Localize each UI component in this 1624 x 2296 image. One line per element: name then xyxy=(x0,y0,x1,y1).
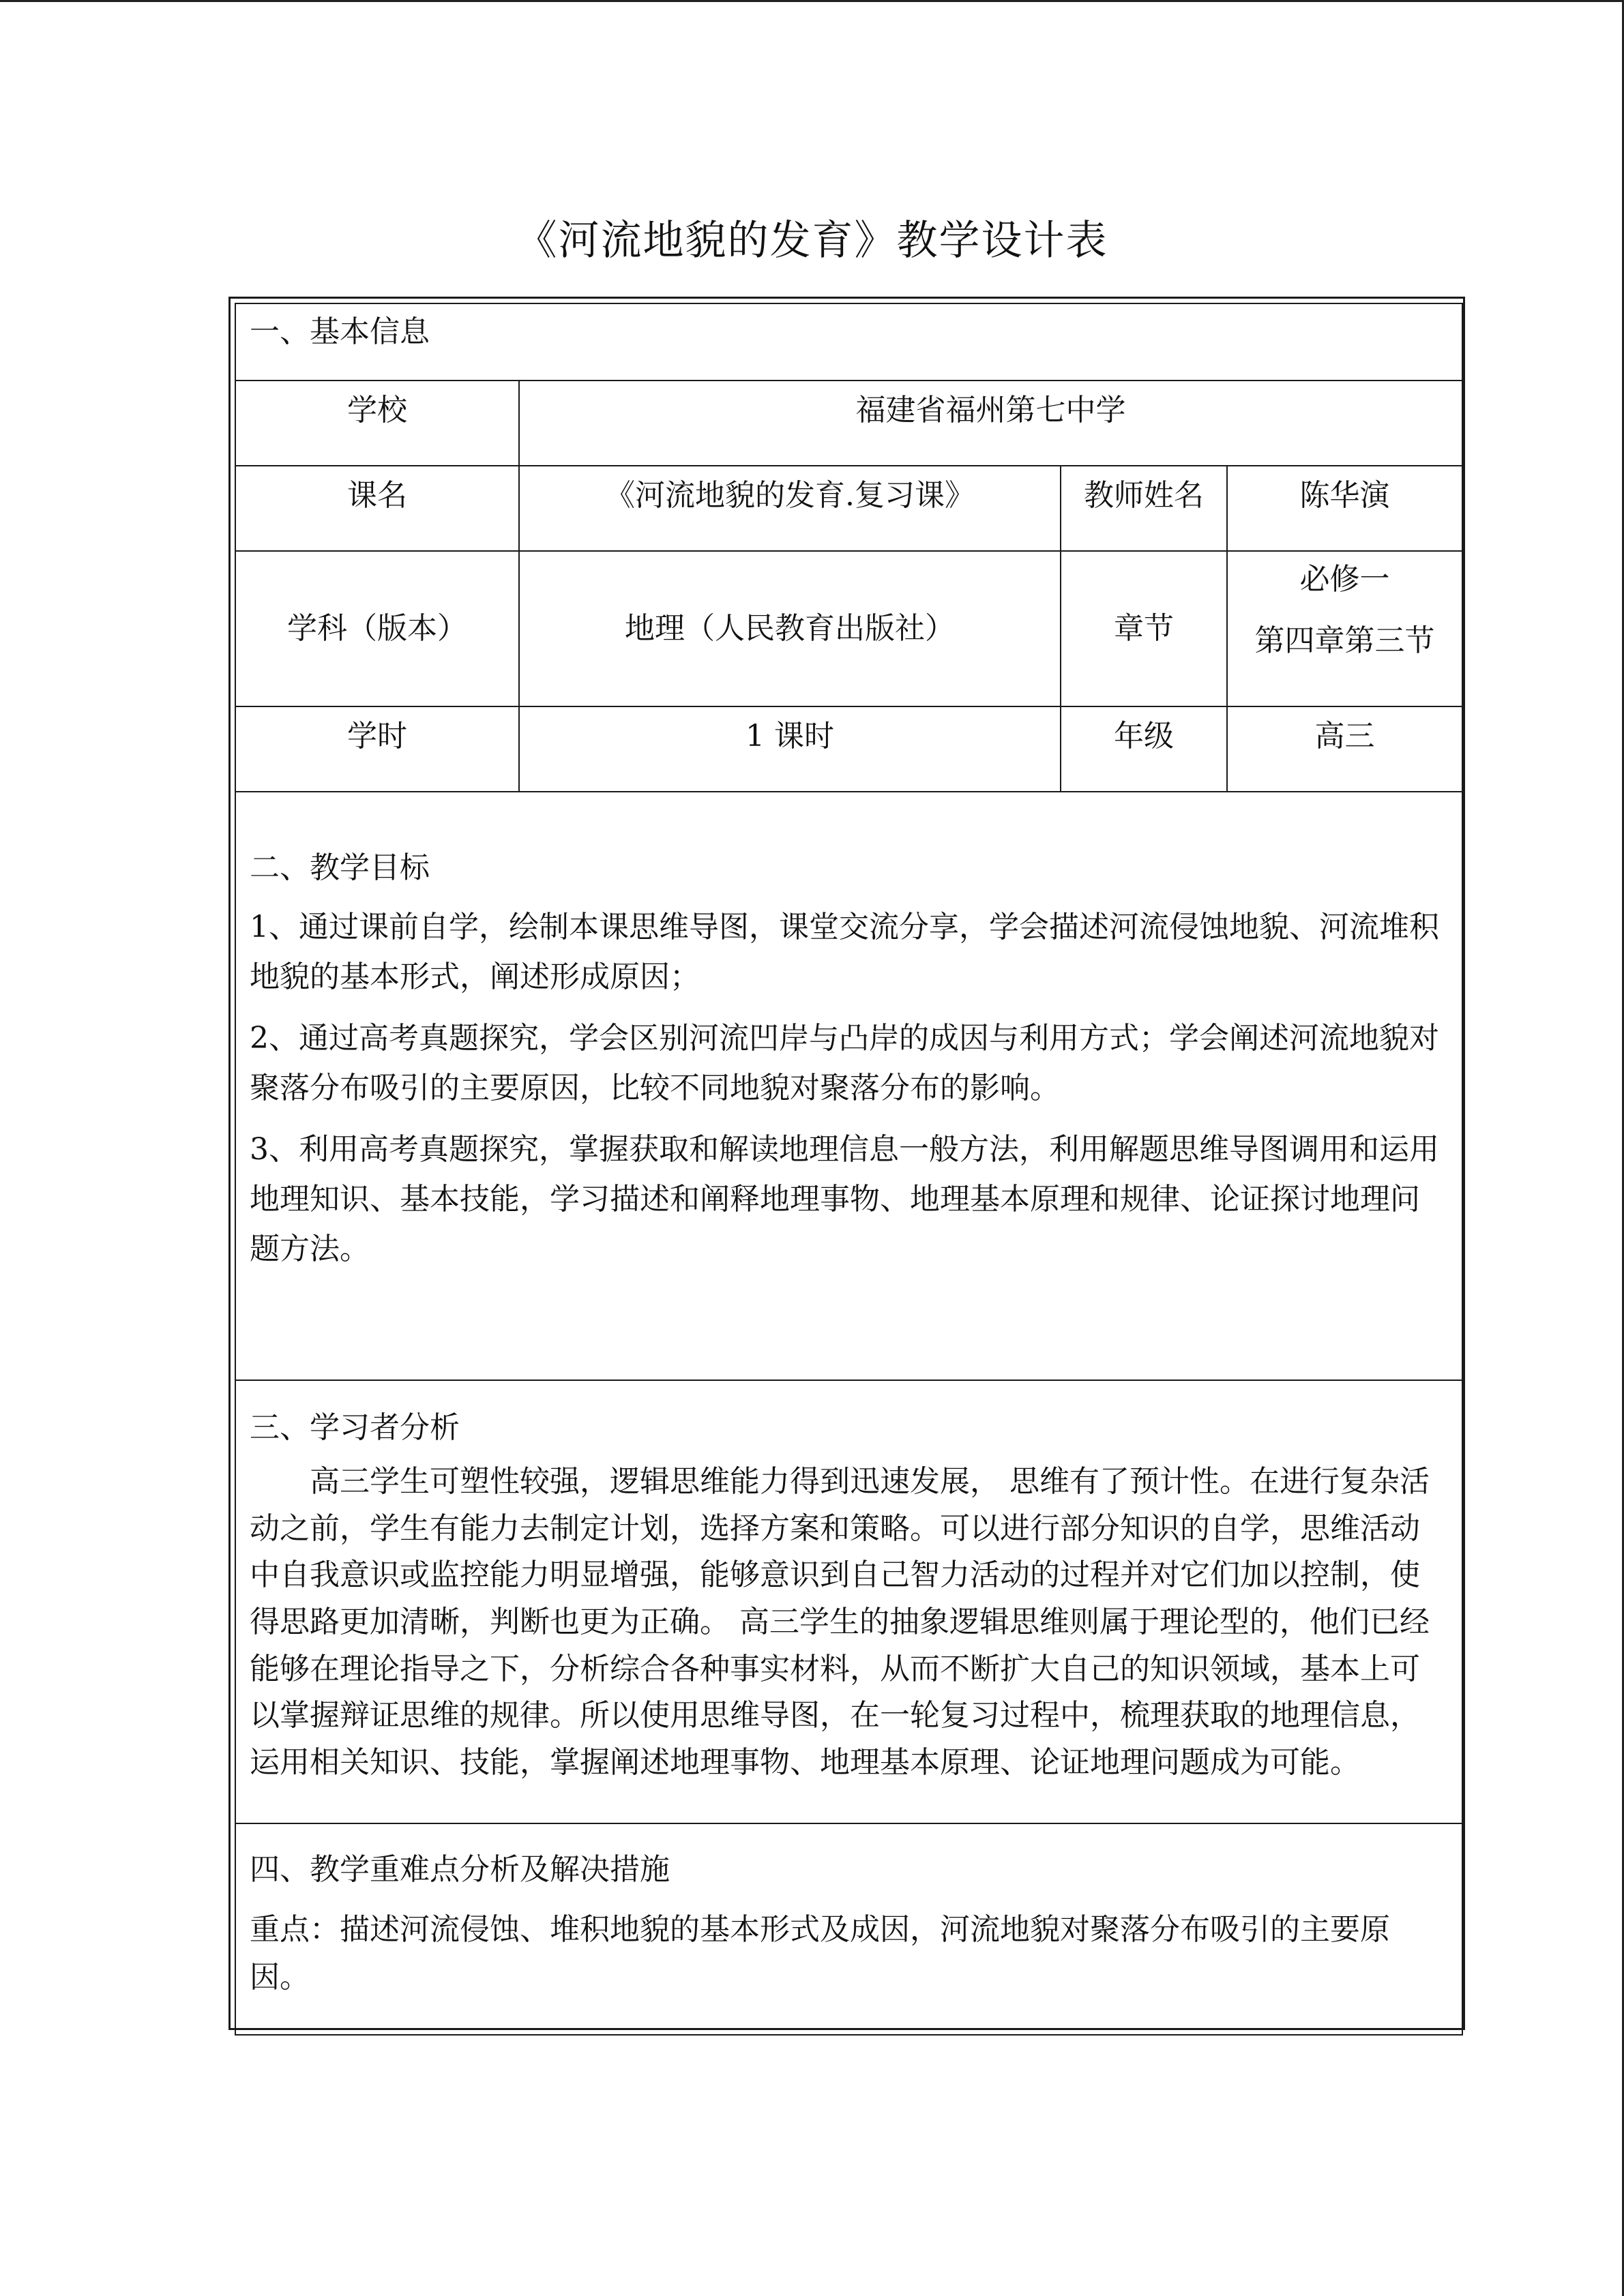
teacher-value: 陈华演 xyxy=(1227,466,1462,551)
learner-heading: 三、学习者分析 xyxy=(250,1410,460,1445)
chapter-value xyxy=(1227,551,1462,706)
school-value: 福建省福州第七中学 xyxy=(519,381,1462,466)
goal-item-2: 2、通过高考真题探究，学会区别河流凹岸与凸岸的成因与利用方式；学会阐述河流地貌对聚落分布吸引的主要原因，比较不同地貌对聚落分布的影响。 xyxy=(250,1021,1439,1105)
subject-value: 地理（人民教育出版社） xyxy=(519,551,1061,706)
course-row xyxy=(235,466,1462,551)
hours-value: 1 课时 xyxy=(519,706,1061,792)
learner-body: 高三学生可塑性较强，逻辑思维能力得到迅速发展， 思维有了预计性。在进行复杂活动之前，学生有能力去制定计划，选择方案和策略。可以进行部分知识的自学，思维活动中自我意识或监控能力明显增强，能够意识到自己智力活动的过程并对它们加以控制，使得思路更加清晰，判断也更为正确。 高三学生的抽象逻辑思维则属于理论型的，他们已经能够在理论指导之下，分析综合各种事实材料，从而不断扩大自己的知识领域，基本上可以掌握辩证思维的规律。所以使用思维导图，在一轮复习过程中，梳理获取的地理信息，运用相关知识、技能，掌握阐述地理事物、地理基本原理、论证地理问题成为可能。 xyxy=(250,1464,1430,1780)
subject-row xyxy=(235,551,1462,706)
chapter-value-line1: 必修一 xyxy=(1299,562,1390,597)
page-border-top xyxy=(0,0,1624,2)
learner-cell xyxy=(235,1380,1462,1823)
goals-row xyxy=(235,792,1462,1380)
basic-info-heading-cell xyxy=(235,303,1462,381)
chapter-label: 章节 xyxy=(1061,551,1227,706)
goal-item-3: 3、利用高考真题探究，掌握获取和解读地理信息一般方法，利用解题思维导图调用和运用地理知识、基本技能，学习描述和阐释地理事物、地理基本原理和规律、论证探讨地理问题方法。 xyxy=(250,1132,1439,1266)
keypoints-cell xyxy=(235,1823,1462,2035)
keypoints-focus: 重点：描述河流侵蚀、堆积地貌的基本形式及成因，河流地貌对聚落分布吸引的主要原因。 xyxy=(250,1912,1390,1995)
course-label: 课名 xyxy=(235,466,519,551)
keypoints-row xyxy=(235,1823,1462,2035)
basic-info-heading: 一、基本信息 xyxy=(250,314,430,349)
teacher-label: 教师姓名 xyxy=(1061,466,1227,551)
hours-label: 学时 xyxy=(235,706,519,792)
school-label: 学校 xyxy=(235,381,519,466)
goal-item-1: 1、通过课前自学，绘制本课思维导图，课堂交流分享，学会描述河流侵蚀地貌、河流堆积地貌的基本形式，阐述形成原因； xyxy=(250,910,1439,994)
design-table-frame xyxy=(228,297,1465,2030)
goals-heading: 二、教学目标 xyxy=(250,850,430,885)
course-value: 《河流地貌的发育.复习课》 xyxy=(519,466,1061,551)
document-title: 《河流地貌的发育》教学设计表 xyxy=(516,217,1108,265)
chapter-value-line2: 第四章第三节 xyxy=(1254,623,1435,658)
basic-info-row xyxy=(235,303,1462,381)
learner-row xyxy=(235,1380,1462,1823)
design-table xyxy=(235,303,1463,2036)
hours-row xyxy=(235,706,1462,792)
grade-value: 高三 xyxy=(1227,706,1462,792)
keypoints-heading: 四、教学重难点分析及解决措施 xyxy=(250,1852,670,1887)
goals-cell xyxy=(235,792,1462,1380)
grade-label: 年级 xyxy=(1061,706,1227,792)
subject-label: 学科（版本） xyxy=(235,551,519,706)
school-row xyxy=(235,381,1462,466)
